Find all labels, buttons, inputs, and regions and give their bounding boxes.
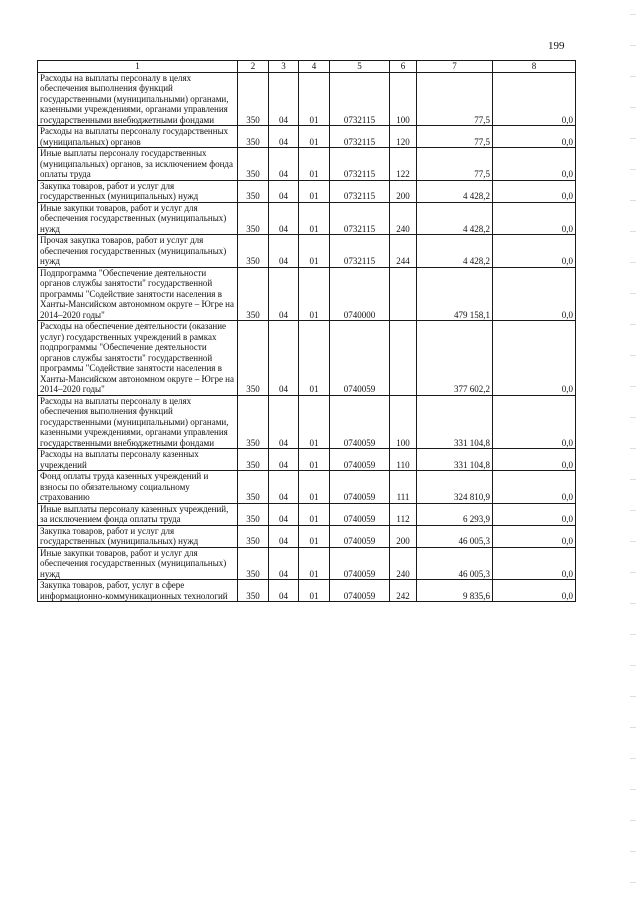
amount-col8: 0,0 [493, 449, 576, 471]
code-admin: 350 [238, 471, 269, 504]
code-section: 04 [269, 471, 299, 504]
table-row [38, 525, 576, 547]
table-row [38, 471, 576, 504]
code-expense-type: 244 [390, 235, 417, 268]
code-expense-type [390, 267, 417, 321]
code-target: 0732115 [330, 148, 390, 181]
code-target: 0740059 [330, 395, 390, 449]
code-section: 04 [269, 202, 299, 235]
amount: 377 602,2 [417, 321, 493, 396]
row-description: Расходы на обеспечение деятельности (оказание услуг) государственных учреждений в рамках подпрограммы "Обеспечение деятельности органов службы занятости" государственной программы "Содействие занятости населения в Ханты-Мансийском автономном округе – Югре на 2014–2020 годы" [38, 321, 238, 396]
code-target: 0740059 [330, 525, 390, 547]
table-row [38, 235, 576, 268]
code-admin: 350 [238, 180, 269, 202]
amount-col8: 0,0 [493, 235, 576, 268]
code-section: 04 [269, 72, 299, 126]
amount-col8: 0,0 [493, 547, 576, 580]
table-row [38, 202, 576, 235]
row-description: Расходы на выплаты персоналу в целях обеспечения выполнения функций государственными (муниципальными) органами, казенными учреждениями, органами управления государственными внебюджетными фондами [38, 395, 238, 449]
code-expense-type: 240 [390, 202, 417, 235]
code-target: 0732115 [330, 126, 390, 148]
table-row [38, 395, 576, 449]
code-section: 04 [269, 267, 299, 321]
code-section: 04 [269, 580, 299, 602]
amount-col8: 0,0 [493, 471, 576, 504]
header-cell: 3 [269, 61, 299, 73]
amount: 4 428,2 [417, 235, 493, 268]
row-description: Расходы на выплаты персоналу в целях обеспечения выполнения функций государственными (муниципальными) органами, казенными учреждениями, органами управления государственными внебюджетными фондами [38, 72, 238, 126]
code-section: 04 [269, 180, 299, 202]
row-description: Расходы на выплаты персоналу государственных (муниципальных) органов [38, 126, 238, 148]
budget-table [37, 60, 576, 602]
row-description: Закупка товаров, работ, услуг в сфере информационно-коммуникационных технологий [38, 580, 238, 602]
amount: 324 810,9 [417, 471, 493, 504]
code-expense-type: 100 [390, 395, 417, 449]
code-admin: 350 [238, 449, 269, 471]
row-description: Расходы на выплаты персоналу казенных учреждений [38, 449, 238, 471]
amount: 479 158,1 [417, 267, 493, 321]
table-row [38, 503, 576, 525]
code-expense-type: 200 [390, 525, 417, 547]
amount: 77,5 [417, 148, 493, 181]
code-subsection: 01 [299, 148, 330, 181]
code-section: 04 [269, 449, 299, 471]
amount-col8: 0,0 [493, 148, 576, 181]
amount-col8: 0,0 [493, 72, 576, 126]
amount: 6 293,9 [417, 503, 493, 525]
header-cell: 6 [390, 61, 417, 73]
code-target: 0740059 [330, 503, 390, 525]
code-target: 0740059 [330, 471, 390, 504]
amount: 46 005,3 [417, 547, 493, 580]
table-row [38, 148, 576, 181]
amount-col8: 0,0 [493, 395, 576, 449]
code-target: 0732115 [330, 72, 390, 126]
table-row [38, 547, 576, 580]
code-admin: 350 [238, 525, 269, 547]
table-row [38, 267, 576, 321]
row-description: Прочая закупка товаров, работ и услуг для обеспечения государственных (муниципальных) нужд [38, 235, 238, 268]
code-expense-type: 100 [390, 72, 417, 126]
code-admin: 350 [238, 547, 269, 580]
code-section: 04 [269, 395, 299, 449]
code-admin: 350 [238, 126, 269, 148]
table-row [38, 321, 576, 396]
row-description: Иные выплаты персоналу казенных учреждений, за исключением фонда оплаты труда [38, 503, 238, 525]
code-section: 04 [269, 525, 299, 547]
amount: 77,5 [417, 126, 493, 148]
code-subsection: 01 [299, 449, 330, 471]
header-cell: 1 [38, 61, 238, 73]
amount: 4 428,2 [417, 180, 493, 202]
code-expense-type: 240 [390, 547, 417, 580]
code-admin: 350 [238, 503, 269, 525]
header-cell: 5 [330, 61, 390, 73]
code-expense-type: 122 [390, 148, 417, 181]
header-cell: 2 [238, 61, 269, 73]
code-section: 04 [269, 321, 299, 396]
amount-col8: 0,0 [493, 267, 576, 321]
code-admin: 350 [238, 235, 269, 268]
code-subsection: 01 [299, 580, 330, 602]
code-subsection: 01 [299, 321, 330, 396]
page-number: 199 [548, 40, 565, 52]
code-subsection: 01 [299, 395, 330, 449]
code-section: 04 [269, 148, 299, 181]
table-row [38, 126, 576, 148]
code-expense-type: 110 [390, 449, 417, 471]
code-subsection: 01 [299, 503, 330, 525]
amount: 4 428,2 [417, 202, 493, 235]
code-expense-type: 111 [390, 471, 417, 504]
row-description: Закупка товаров, работ и услуг для государственных (муниципальных) нужд [38, 180, 238, 202]
code-expense-type [390, 321, 417, 396]
amount: 331 104,8 [417, 449, 493, 471]
code-target: 0740059 [330, 580, 390, 602]
code-subsection: 01 [299, 547, 330, 580]
amount-col8: 0,0 [493, 580, 576, 602]
header-row [38, 61, 576, 73]
code-target: 0740059 [330, 449, 390, 471]
code-expense-type: 112 [390, 503, 417, 525]
code-admin: 350 [238, 580, 269, 602]
row-description: Закупка товаров, работ и услуг для государственных (муниципальных) нужд [38, 525, 238, 547]
amount-col8: 0,0 [493, 525, 576, 547]
code-admin: 350 [238, 395, 269, 449]
code-section: 04 [269, 503, 299, 525]
table-row [38, 72, 576, 126]
code-admin: 350 [238, 321, 269, 396]
header-cell: 4 [299, 61, 330, 73]
amount-col8: 0,0 [493, 321, 576, 396]
code-admin: 350 [238, 148, 269, 181]
header-cell: 8 [493, 61, 576, 73]
code-admin: 350 [238, 202, 269, 235]
amount: 46 005,3 [417, 525, 493, 547]
code-target: 0732115 [330, 180, 390, 202]
header-cell: 7 [417, 61, 493, 73]
row-description: Подпрограмма "Обеспечение деятельности органов службы занятости" государственной программы "Содействие занятости населения в Ханты-Мансийском автономном округе – Югре на 2014–2020 годы" [38, 267, 238, 321]
table-row [38, 449, 576, 471]
row-description: Иные закупки товаров, работ и услуг для обеспечения государственных (муниципальных) нужд [38, 547, 238, 580]
scan-edge-marks [630, 0, 636, 905]
code-subsection: 01 [299, 126, 330, 148]
amount-col8: 0,0 [493, 503, 576, 525]
code-subsection: 01 [299, 202, 330, 235]
code-expense-type: 242 [390, 580, 417, 602]
code-target: 0732115 [330, 202, 390, 235]
amount-col8: 0,0 [493, 180, 576, 202]
code-subsection: 01 [299, 267, 330, 321]
table-row [38, 580, 576, 602]
amount-col8: 0,0 [493, 202, 576, 235]
table-row [38, 180, 576, 202]
code-section: 04 [269, 547, 299, 580]
amount: 77,5 [417, 72, 493, 126]
code-target: 0740059 [330, 321, 390, 396]
code-target: 0740000 [330, 267, 390, 321]
code-section: 04 [269, 126, 299, 148]
row-description: Иные закупки товаров, работ и услуг для обеспечения государственных (муниципальных) нужд [38, 202, 238, 235]
code-section: 04 [269, 235, 299, 268]
code-subsection: 01 [299, 235, 330, 268]
code-admin: 350 [238, 267, 269, 321]
row-description: Фонд оплаты труда казенных учреждений и взносы по обязательному социальному страхованию [38, 471, 238, 504]
amount: 331 104,8 [417, 395, 493, 449]
amount-col8: 0,0 [493, 126, 576, 148]
code-expense-type: 120 [390, 126, 417, 148]
amount: 9 835,6 [417, 580, 493, 602]
row-description: Иные выплаты персоналу государственных (муниципальных) органов, за исключением фонда оплаты труда [38, 148, 238, 181]
code-subsection: 01 [299, 180, 330, 202]
code-subsection: 01 [299, 525, 330, 547]
code-subsection: 01 [299, 72, 330, 126]
code-expense-type: 200 [390, 180, 417, 202]
code-target: 0740059 [330, 547, 390, 580]
code-admin: 350 [238, 72, 269, 126]
code-subsection: 01 [299, 471, 330, 504]
code-target: 0732115 [330, 235, 390, 268]
